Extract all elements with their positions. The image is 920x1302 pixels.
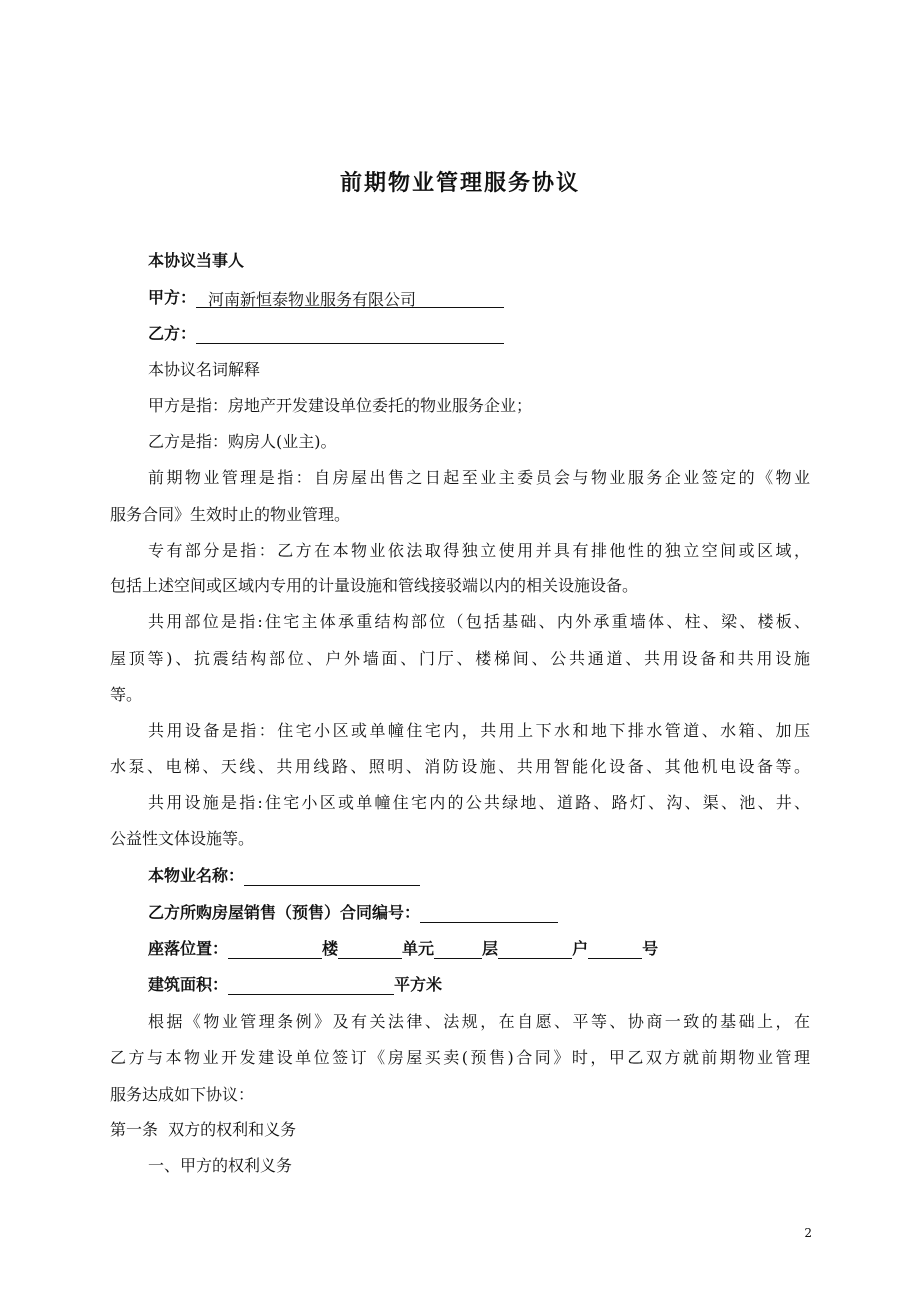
- definition-common-parts-line3: 等。: [110, 685, 143, 704]
- party-a-label: 甲方：: [148, 288, 197, 307]
- page-number: 2: [804, 1226, 812, 1240]
- definition-party-b: 乙方是指：购房人(业主)。: [148, 432, 337, 451]
- contract-number-label: 乙方所购房屋销售（预售）合同编号：: [148, 903, 421, 922]
- basis-line1: 根据《物业管理条例》及有关法律、法规，在自愿、平等、协商一致的基础上，在: [148, 1012, 810, 1031]
- location-number-field: [588, 940, 642, 959]
- location-number-text: 号: [642, 939, 659, 958]
- area-field: [228, 976, 394, 995]
- area-unit: 平方米: [394, 975, 443, 994]
- definition-common-fac-line1: 共用设施是指:住宅小区或单幢住宅内的公共绿地、道路、路灯、沟、渠、池、井、: [148, 793, 810, 812]
- property-name-row: [148, 866, 848, 886]
- party-b-row: [148, 324, 848, 344]
- terms-heading: 本协议名词解释: [148, 360, 261, 379]
- location-unit-text: 单元: [402, 939, 435, 958]
- location-label: 座落位置：: [148, 939, 229, 958]
- party-a-field: 河南新恒泰物业服务有限公司: [196, 290, 504, 308]
- property-name-label: 本物业名称：: [148, 866, 245, 885]
- contract-number-row: [148, 903, 848, 923]
- area-row: [148, 975, 848, 995]
- definition-common-parts-line1: 共用部位是指:住宅主体承重结构部位（包括基础、内外承重墙体、柱、梁、楼板、: [148, 612, 810, 631]
- location-door-text: 户: [572, 939, 589, 958]
- definition-common-equip-line1: 共用设备是指：住宅小区或单幢住宅内，共用上下水和地下排水管道、水箱、加压: [148, 721, 810, 740]
- contract-number-field: [420, 904, 558, 923]
- basis-line3: 服务达成如下协议：: [110, 1085, 255, 1104]
- document-title: 前期物业管理服务协议: [339, 170, 580, 196]
- basis-line2: 乙方与本物业开发建设单位签订《房屋买卖(预售)合同》时，甲乙双方就前期物业管理: [110, 1048, 810, 1067]
- location-floor-field: [434, 940, 482, 959]
- party-b-field: [196, 325, 504, 344]
- section-1-heading: 一、甲方的权利义务: [148, 1156, 293, 1175]
- location-door-field: [498, 940, 572, 959]
- definition-early-mgmt-line1: 前期物业管理是指：自房屋出售之日起至业主委员会与物业服务企业签定的《物业: [148, 468, 810, 487]
- party-a-row: [148, 288, 848, 308]
- location-floor-text: 层: [482, 939, 499, 958]
- property-name-field: [244, 867, 420, 886]
- definition-exclusive-line1: 专有部分是指：乙方在本物业依法取得独立使用并具有排他性的独立空间或区域，: [148, 541, 810, 560]
- definition-common-parts-line2: 屋顶等)、抗震结构部位、户外墙面、门厅、楼梯间、公共通道、共用设备和共用设施: [110, 649, 810, 668]
- location-unit-field: [338, 940, 402, 959]
- definition-exclusive-line2: 包括上述空间或区域内专用的计量设施和管线接驳端以内的相关设施设备。: [110, 576, 639, 595]
- definition-early-mgmt-line2: 服务合同》生效时止的物业管理。: [110, 505, 351, 524]
- definition-party-a: 甲方是指：房地产开发建设单位委托的物业服务企业；: [148, 396, 533, 415]
- definition-common-equip-line2: 水泵、电梯、天线、共用线路、照明、消防设施、共用智能化设备、其他机电设备等。: [110, 757, 810, 776]
- definition-common-fac-line2: 公益性文体设施等。: [110, 829, 255, 848]
- article-1-heading: 第一条 双方的权利和义务: [110, 1120, 297, 1139]
- party-b-label: 乙方：: [148, 324, 197, 343]
- area-label: 建筑面积：: [148, 975, 229, 994]
- location-building-text: 楼: [322, 939, 339, 958]
- location-building-field: [228, 940, 322, 959]
- location-row: [148, 939, 848, 959]
- parties-heading: 本协议当事人: [148, 251, 245, 270]
